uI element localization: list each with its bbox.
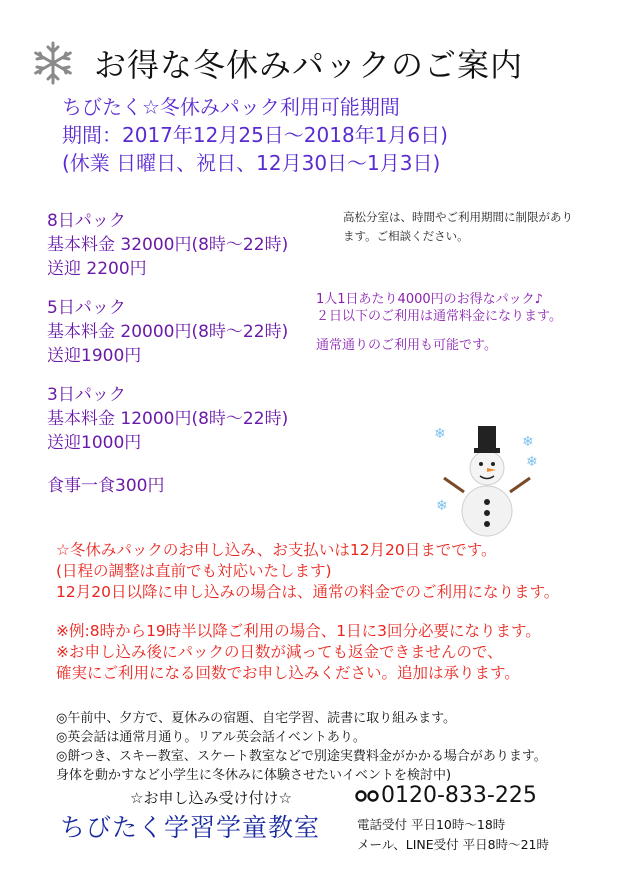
phone-number-text: 0120-833-225 — [381, 783, 537, 808]
pack-name: 3日パック — [47, 385, 126, 405]
info-line: 身体を動かすなど小学生に冬休みに体験させたいイベントを検討中) — [56, 768, 452, 783]
notice-line: 確実にご利用になる回数でお申し込みください。追加は承ります。 — [56, 664, 520, 682]
pack-name: 8日パック — [47, 211, 126, 231]
regular-use-note: 通常通りのご利用も可能です。 — [316, 338, 497, 353]
info-line: ◎餅つき、スキー教室、スケート教室などで別途実費料金がかかる場合があります。 — [56, 749, 547, 764]
svg-text:❄: ❄ — [434, 426, 446, 442]
period-dates: 期間：2017年12月25日～2018年1月6日) — [62, 123, 448, 147]
takamatsu-note — [343, 208, 573, 246]
info-line: ◎午前中、夕方で、夏休みの宿題、自宅学習、読書に取り組みます。 — [56, 711, 457, 726]
pack-transport: 送迎1000円 — [47, 433, 142, 453]
page-title: お得な冬休みパックのご案内 — [94, 46, 524, 84]
free-dial-icon — [355, 789, 379, 803]
application-deadline-note — [56, 540, 559, 603]
svg-text:❄: ❄ — [522, 434, 534, 450]
snowflake-icon — [30, 40, 76, 86]
pack-fee: 基本料金 12000円(8時～22時) — [47, 409, 289, 429]
takamatsu-note-line: ます。ご相談ください。 — [343, 229, 469, 243]
phone-number — [355, 783, 537, 808]
school-name: ちびたく学習学童教室 — [60, 813, 321, 842]
notice-line: (日程の調整は直前でも対応いたします) — [56, 562, 332, 580]
notice-line: 12月20日以降に申し込みの場合は、通常の料金でのご利用になります。 — [56, 583, 560, 601]
mail-hours: メール、LINE受付 平日8時～21時 — [357, 837, 549, 852]
pack-3day — [47, 383, 288, 455]
meal-price: 食事一食300円 — [47, 476, 165, 496]
contact-hours — [357, 815, 549, 855]
phone-hours: 電話受付 平日10時～18時 — [357, 817, 506, 832]
notice-line: ※例:8時から19時半以降ご利用の場合、1日に3回分必要になります。 — [56, 622, 541, 640]
svg-text:❄: ❄ — [526, 454, 538, 470]
deal-note — [316, 291, 562, 325]
deal-note-line: ２日以下のご利用は通常料金になります。 — [316, 309, 562, 324]
period-heading: ちびたく☆冬休みパック利用可能期間 — [62, 95, 400, 119]
snowman-icon — [432, 418, 542, 538]
pack-8day — [47, 209, 288, 281]
pack-name: 5日パック — [47, 298, 126, 318]
notice-line: ※お申し込み後にパックの日数が減っても返金できませんので、 — [56, 643, 503, 661]
pack-fee: 基本料金 20000円(8時～22時) — [47, 322, 289, 342]
pack-transport: 送迎1900円 — [47, 346, 142, 366]
usage-example-note — [56, 621, 541, 684]
activities-info — [56, 709, 547, 785]
info-line: ◎英会話は通常月通り。リアル英会話イベントあり。 — [56, 730, 366, 745]
pack-fee: 基本料金 32000円(8時～22時) — [47, 235, 289, 255]
period-closed-days: (休業 日曜日、祝日、12月30日～1月3日) — [62, 151, 441, 175]
period-block — [62, 93, 448, 177]
deal-note-line: 1人1日あたり4000円のお得なパック♪ — [316, 292, 543, 307]
takamatsu-note-line: 高松分室は、時間やご利用期間に制限があり — [343, 210, 573, 224]
pack-5day — [47, 296, 288, 368]
application-heading: ☆お申し込み受け付け☆ — [130, 789, 292, 807]
svg-text:❄: ❄ — [436, 498, 448, 514]
pack-transport: 送迎 2200円 — [47, 259, 147, 279]
notice-line: ☆冬休みパックのお申し込み、お支払いは12月20日までです。 — [56, 541, 497, 559]
